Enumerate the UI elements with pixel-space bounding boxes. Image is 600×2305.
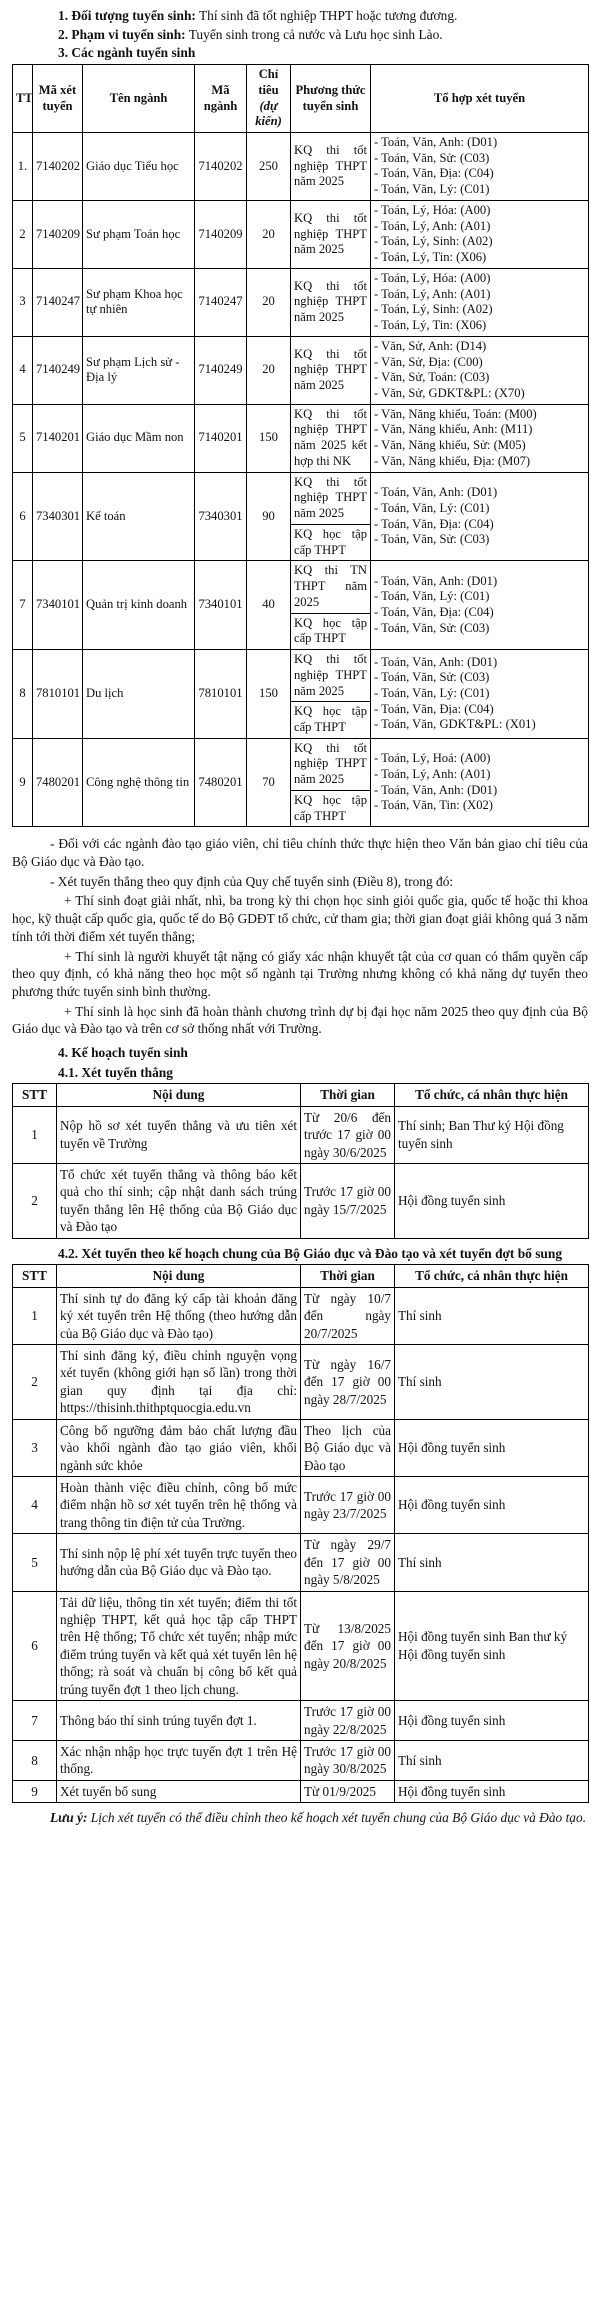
- general-time: Từ ngày 29/7 đến 17 giờ 00 ngày 5/8/2025: [301, 1534, 395, 1591]
- major-quota: 20: [247, 268, 291, 336]
- major-admission-code: 7340301: [33, 472, 83, 561]
- major-quota: 40: [247, 561, 291, 650]
- major-combo: - Toán, Văn, Anh: (D01): [374, 654, 498, 669]
- major-quota: 150: [247, 404, 291, 472]
- major-combo: - Toán, Văn, Địa: (C04): [374, 516, 494, 531]
- major-row: [13, 472, 589, 561]
- major-admission-code: 7140202: [33, 133, 83, 201]
- general-content: Thí sinh tự do đăng ký cấp tài khoản đăng ký xét tuyển trên Hệ thống (theo hướng dẫn của Bộ Giáo dục và Đào tạo): [57, 1287, 301, 1344]
- major-combo: - Toán, Lý, Anh: (A01): [374, 766, 491, 781]
- major-combo: - Toán, Lý, Anh: (A01): [374, 218, 491, 233]
- notes-block: [12, 835, 588, 1038]
- general-time: Trước 17 giờ 00 ngày 23/7/2025: [301, 1477, 395, 1534]
- general-content: Thí sinh nộp lệ phí xét tuyển trực tuyến theo hướng dẫn của Bộ Giáo dục và Đào tạo.: [57, 1534, 301, 1591]
- note-direct-case-2: + Thí sinh là người khuyết tật nặng có giấy xác nhận khuyết tật của cơ quan có thẩm quyền cấp theo quy định, có khả năng theo học một số ngành tại Trường nhưng không có khả năng dự tuyển theo phương thức tuyển sinh bình thường.: [12, 948, 588, 999]
- note-direct-case-1: + Thí sinh đoạt giải nhất, nhì, ba trong kỳ thi chọn học sinh giỏi quốc gia, quốc tế hoặc thi khoa học, kỹ thuật cấp quốc gia, quốc tế do Bộ GDĐT tổ chức, cử tham gia; thời gian đoạt giải không quá 3 năm tính tới thời điểm xét tuyển thẳng;: [12, 893, 588, 944]
- general-content: Công bố ngưỡng đảm bảo chất lượng đầu vào khối ngành đào tạo giáo viên, khối ngành sức khỏe: [57, 1419, 301, 1476]
- note-teacher-quota: - Đối với các ngành đào tạo giáo viên, chỉ tiêu chính thức thực hiện theo Văn bản giao chỉ tiêu của Bộ Giáo dục và Đào tạo.: [12, 836, 588, 870]
- major-tt: 2: [13, 200, 33, 268]
- major-method: KQ thi TN THPT năm 2025: [294, 563, 367, 609]
- major-admission-code: 7340101: [33, 561, 83, 650]
- general-row: [13, 1591, 589, 1701]
- general-content: Xác nhận nhập học trực tuyến đợt 1 trên Hệ thống.: [57, 1740, 301, 1780]
- major-row: [13, 650, 589, 739]
- major-tt: 6: [13, 472, 33, 561]
- direct-content: Nộp hồ sơ xét tuyển thẳng và ưu tiên xét tuyển về Trường: [57, 1106, 301, 1163]
- general-content: Thông báo thí sinh trúng tuyển đợt 1.: [57, 1701, 301, 1741]
- major-combo: - Toán, Văn, Tin: (X02): [374, 798, 494, 813]
- major-combo: - Toán, Lý, Tin: (X06): [374, 318, 487, 333]
- footnote-text: Lịch xét tuyển có thể điều chỉnh theo kế hoạch xét tuyển chung của Bộ Giáo dục và Đào tạo.: [87, 1810, 587, 1826]
- major-name: Kế toán: [83, 472, 195, 561]
- major-combos-cell: [371, 561, 589, 650]
- plan-heading: 4. Kế hoạch tuyển sinh: [58, 1044, 188, 1060]
- major-combo: - Toán, Lý, Hóa: (A00): [374, 202, 491, 217]
- major-method-cell: [291, 561, 371, 650]
- major-combo: - Toán, Văn, Anh: (D01): [374, 573, 498, 588]
- major-combo: - Văn, Năng khiếu, Anh: (M11): [374, 422, 533, 437]
- major-method: KQ học tập cấp THPT: [291, 701, 370, 737]
- major-name: Sư phạm Toán học: [83, 200, 195, 268]
- major-combos-cell: [371, 738, 589, 827]
- general-col-org: Tổ chức, cá nhân thực hiện: [395, 1265, 589, 1287]
- major-quota: 20: [247, 336, 291, 404]
- major-method-cell: [291, 404, 371, 472]
- general-row: [13, 1740, 589, 1780]
- general-time: Từ ngày 10/7 đến ngày 20/7/2025: [301, 1287, 395, 1344]
- note-direct-admission: - Xét tuyển thẳng theo quy định của Quy chế tuyển sinh (Điều 8), trong đó:: [50, 873, 454, 889]
- direct-org: Thí sinh; Ban Thư ký Hội đồng tuyển sinh: [395, 1106, 589, 1163]
- major-method: KQ thi tốt nghiệp THPT năm 2025: [294, 652, 367, 698]
- general-org: Hội đồng tuyển sinh Ban thư ký Hội đồng tuyển sinh: [395, 1591, 589, 1701]
- major-combos-cell: [371, 133, 589, 201]
- general-body: [13, 1287, 589, 1802]
- major-combo: - Văn, Sử, Địa: (C00): [374, 354, 483, 369]
- general-stt: 2: [13, 1345, 57, 1420]
- general-org: Thí sinh: [395, 1345, 589, 1420]
- general-org: Hội đồng tuyển sinh: [395, 1780, 589, 1802]
- direct-stt: 1: [13, 1106, 57, 1163]
- general-time: Từ 01/9/2025: [301, 1780, 395, 1802]
- general-row: [13, 1701, 589, 1741]
- general-time: Từ ngày 16/7 đến 17 giờ 00 ngày 28/7/2025: [301, 1345, 395, 1420]
- major-combo: - Toán, Văn, Sử: (C03): [374, 532, 490, 547]
- major-tt: 4: [13, 336, 33, 404]
- general-stt: 9: [13, 1780, 57, 1802]
- major-combo: - Văn, Năng khiếu, Toán: (M00): [374, 406, 537, 421]
- major-method-cell: [291, 650, 371, 739]
- major-combo: - Văn, Sử, Anh: (D14): [374, 338, 487, 353]
- col-method: Phương thức tuyển sinh: [291, 65, 371, 133]
- major-combo: - Toán, Văn, Địa: (C04): [374, 166, 494, 181]
- major-name: Sư phạm Khoa học tự nhiên: [83, 268, 195, 336]
- direct-col-content: Nội dung: [57, 1084, 301, 1106]
- note-direct-case-3: + Thí sinh là học sinh đã hoàn thành chương trình dự bị đại học năm 2025 theo quy định của Bộ Giáo dục và Đào tạo và trên cơ sở thống nhất với Trường.: [12, 1003, 588, 1037]
- col-tt: TT: [13, 65, 33, 133]
- general-stt: 4: [13, 1477, 57, 1534]
- direct-row: [13, 1106, 589, 1163]
- major-name: Giáo dục Tiểu học: [83, 133, 195, 201]
- major-name: Du lịch: [83, 650, 195, 739]
- major-quota: 150: [247, 650, 291, 739]
- direct-col-time: Thời gian: [301, 1084, 395, 1106]
- majors-header-row: [13, 65, 589, 133]
- major-combo: - Toán, Lý, Hoá: (A00): [374, 751, 491, 766]
- major-combo: - Văn, Sử, GDKT&PL: (X70): [374, 386, 525, 401]
- major-combo: - Toán, Văn, Lý: (C01): [374, 500, 490, 515]
- general-time: Theo lịch của Bộ Giáo dục và Đào tạo: [301, 1419, 395, 1476]
- general-org: Hội đồng tuyển sinh: [395, 1701, 589, 1741]
- major-combo: - Toán, Văn, Anh: (D01): [374, 135, 498, 149]
- general-stt: 7: [13, 1701, 57, 1741]
- major-quota: 20: [247, 200, 291, 268]
- major-combos-cell: [371, 268, 589, 336]
- footnote-label: Lưu ý:: [50, 1810, 88, 1826]
- major-tt: 9: [13, 738, 33, 827]
- major-method: KQ học tập cấp THPT: [291, 790, 370, 826]
- general-org: Hội đồng tuyển sinh: [395, 1419, 589, 1476]
- major-method-cell: [291, 200, 371, 268]
- general-org: Thí sinh: [395, 1740, 589, 1780]
- direct-row: [13, 1164, 589, 1239]
- general-col-time: Thời gian: [301, 1265, 395, 1287]
- major-method: KQ thi tốt nghiệp THPT năm 2025: [294, 210, 367, 257]
- direct-admission-table: [12, 1083, 589, 1238]
- major-admission-code: 7140249: [33, 336, 83, 404]
- scope-line: [12, 26, 588, 44]
- major-tt: 5: [13, 404, 33, 472]
- plan-sub1-heading: 4.1. Xét tuyển thẳng: [58, 1064, 173, 1080]
- general-stt: 8: [13, 1740, 57, 1780]
- major-combo: - Toán, Lý, Anh: (A01): [374, 286, 491, 301]
- major-combos-cell: [371, 650, 589, 739]
- major-combo: - Toán, Văn, Lý: (C01): [374, 182, 490, 197]
- major-row: [13, 200, 589, 268]
- general-row: [13, 1287, 589, 1344]
- major-method: KQ thi tốt nghiệp THPT năm 2025 kết hợp thi NK: [294, 406, 367, 468]
- general-stt: 6: [13, 1591, 57, 1701]
- major-method-cell: [291, 472, 371, 561]
- general-org: Thí sinh: [395, 1287, 589, 1344]
- major-row: [13, 336, 589, 404]
- general-content: Thí sinh đăng ký, điều chỉnh nguyện vọng xét tuyển (không giới hạn số lần) trong thời gian quy định tại địa chỉ: https://thisinh.thithptquocgia.edu.vn: [57, 1345, 301, 1420]
- col-major-code: Mã ngành: [195, 65, 247, 133]
- major-combo: - Toán, Văn, Anh: (D01): [374, 782, 498, 797]
- major-admission-code: 7810101: [33, 650, 83, 739]
- direct-time: Từ 20/6 đến trước 17 giờ 00 ngày 30/6/2025: [301, 1106, 395, 1163]
- major-code: 7340101: [195, 561, 247, 650]
- general-row: [13, 1477, 589, 1534]
- major-code: 7340301: [195, 472, 247, 561]
- major-admission-code: 7140209: [33, 200, 83, 268]
- major-name: Sư phạm Lịch sử - Địa lý: [83, 336, 195, 404]
- general-row: [13, 1345, 589, 1420]
- general-header-row: [13, 1265, 589, 1287]
- col-major-name: Tên ngành: [83, 65, 195, 133]
- major-combo: - Toán, Lý, Tin: (X06): [374, 250, 487, 265]
- major-method: KQ thi tốt nghiệp THPT năm 2025: [294, 278, 367, 325]
- major-quota: 90: [247, 472, 291, 561]
- scope-text: Tuyển sinh trong cả nước và Lưu học sinh Lào.: [185, 26, 443, 42]
- major-code: 7140209: [195, 200, 247, 268]
- major-row: [13, 268, 589, 336]
- general-content: Xét tuyển bổ sung: [57, 1780, 301, 1802]
- major-name: Quản trị kinh doanh: [83, 561, 195, 650]
- target-label: 1. Đối tượng tuyển sinh:: [58, 8, 196, 23]
- direct-time: Trước 17 giờ 00 ngày 15/7/2025: [301, 1164, 395, 1239]
- major-combo: - Văn, Năng khiếu, Sử: (M05): [374, 438, 526, 453]
- major-code: 7140201: [195, 404, 247, 472]
- direct-content: Tổ chức xét tuyển thẳng và thông báo kết quả cho thí sinh; cập nhật danh sách trúng tuyển thẳng lên Hệ thống của Bộ Giáo dục và Đào tạo: [57, 1164, 301, 1239]
- general-col-stt: STT: [13, 1265, 57, 1287]
- major-combo: - Toán, Văn, Lý: (C01): [374, 686, 490, 700]
- direct-body: [13, 1106, 589, 1238]
- majors-heading: 3. Các ngành tuyển sinh: [58, 45, 196, 61]
- major-code: 7810101: [195, 650, 247, 739]
- major-tt: 1.: [13, 133, 33, 201]
- major-admission-code: 7140201: [33, 404, 83, 472]
- major-method-cell: [291, 336, 371, 404]
- scope-label: 2. Phạm vi tuyển sinh:: [58, 26, 186, 42]
- major-code: 7140202: [195, 133, 247, 201]
- general-org: Hội đồng tuyển sinh: [395, 1477, 589, 1534]
- col-quota-label: Chỉ tiêu: [258, 67, 279, 97]
- target-text: Thí sinh đã tốt nghiệp THPT hoặc tương đương.: [195, 8, 458, 23]
- col-admission-code: Mã xét tuyển: [33, 65, 83, 133]
- major-admission-code: 7140247: [33, 268, 83, 336]
- major-combo: - Toán, Văn, Địa: (C04): [374, 701, 494, 716]
- major-method-cell: [291, 133, 371, 201]
- major-row: [13, 404, 589, 472]
- major-row: [13, 133, 589, 201]
- major-combo: - Toán, Văn, Sử: (C03): [374, 150, 490, 165]
- general-col-content: Nội dung: [57, 1265, 301, 1287]
- general-stt: 5: [13, 1534, 57, 1591]
- major-method: KQ thi tốt nghiệp THPT năm 2025: [294, 346, 367, 393]
- general-stt: 1: [13, 1287, 57, 1344]
- major-combo: - Toán, Lý, Sinh: (A02): [374, 302, 493, 317]
- major-combo: - Toán, Văn, Lý: (C01): [374, 589, 490, 604]
- major-method: KQ thi tốt nghiệp THPT năm 2025: [294, 142, 367, 189]
- major-combo: - Văn, Sử, Toán: (C03): [374, 370, 490, 385]
- major-code: 7480201: [195, 738, 247, 827]
- major-combo: - Toán, Văn, Sử: (C03): [374, 620, 490, 635]
- general-time: Trước 17 giờ 00 ngày 22/8/2025: [301, 1701, 395, 1741]
- major-combos-cell: [371, 200, 589, 268]
- direct-col-stt: STT: [13, 1084, 57, 1106]
- major-tt: 7: [13, 561, 33, 650]
- major-combo: - Toán, Văn, Anh: (D01): [374, 485, 498, 500]
- major-combo: - Toán, Lý, Sinh: (A02): [374, 234, 493, 249]
- direct-org: Hội đồng tuyển sinh: [395, 1164, 589, 1239]
- general-time: Từ 13/8/2025 đến 17 giờ 00 ngày 20/8/2025: [301, 1591, 395, 1701]
- major-method: KQ thi tốt nghiệp THPT năm 2025: [294, 740, 367, 787]
- major-row: [13, 561, 589, 650]
- general-org: Thí sinh: [395, 1534, 589, 1591]
- footnote: [12, 1809, 588, 1827]
- major-method: KQ thi tốt nghiệp THPT năm 2025: [294, 474, 367, 521]
- major-code: 7140249: [195, 336, 247, 404]
- major-name: Giáo dục Mầm non: [83, 404, 195, 472]
- major-tt: 3: [13, 268, 33, 336]
- general-stt: 3: [13, 1419, 57, 1476]
- major-combo: - Văn, Năng khiếu, Địa: (M07): [374, 453, 531, 468]
- general-content: Tải dữ liệu, thông tin xét tuyển; điểm thi tốt nghiệp THPT, kết quả học tập cấp THPT trên Hệ thống; Tổ chức xét tuyển; nhập mức điểm trúng tuyển và kết quả xét tuyển lên hệ thống; rà soát và chuẩn bị công bố kết quả trúng tuyển đợt 1 theo lịch chung.: [57, 1591, 301, 1701]
- general-row: [13, 1534, 589, 1591]
- major-combo: - Toán, Lý, Hóa: (A00): [374, 270, 491, 285]
- majors-table: [12, 64, 589, 827]
- major-combos-cell: [371, 404, 589, 472]
- major-combo: - Toán, Văn, Địa: (C04): [374, 605, 494, 620]
- major-row: [13, 738, 589, 827]
- major-name: Công nghệ thông tin: [83, 738, 195, 827]
- major-method: KQ học tập cấp THPT: [291, 613, 370, 649]
- major-method-cell: [291, 268, 371, 336]
- major-combos-cell: [371, 336, 589, 404]
- major-code: 7140247: [195, 268, 247, 336]
- major-quota: 250: [247, 133, 291, 201]
- major-tt: 8: [13, 650, 33, 739]
- major-quota: 70: [247, 738, 291, 827]
- general-time: Trước 17 giờ 00 ngày 30/8/2025: [301, 1740, 395, 1780]
- general-row: [13, 1780, 589, 1802]
- col-quota: [247, 65, 291, 133]
- majors-body: [13, 133, 589, 827]
- general-row: [13, 1419, 589, 1476]
- col-combos: Tổ hợp xét tuyển: [371, 65, 589, 133]
- plan-sub2-heading: 4.2. Xét tuyển theo kế hoạch chung của Bộ Giáo dục và Đào tạo và xét tuyển đợt bổ sung: [58, 1245, 563, 1261]
- major-admission-code: 7480201: [33, 738, 83, 827]
- direct-header-row: [13, 1084, 589, 1106]
- major-method: KQ học tập cấp THPT: [291, 524, 370, 560]
- major-combos-cell: [371, 472, 589, 561]
- general-admission-table: [12, 1264, 589, 1803]
- major-combo: - Toán, Văn, Sử: (C03): [374, 670, 490, 685]
- direct-stt: 2: [13, 1164, 57, 1239]
- col-quota-note: (dự kiến): [255, 98, 282, 129]
- major-combo: - Toán, Văn, GDKT&PL: (X01): [374, 717, 536, 732]
- major-method-cell: [291, 738, 371, 827]
- direct-col-org: Tổ chức, cá nhân thực hiện: [395, 1084, 589, 1106]
- target-line: [12, 7, 588, 25]
- general-content: Hoàn thành việc điều chỉnh, công bố mức điểm nhận hồ sơ xét tuyển trên hệ thống và trang thông tin điện tử của Trường.: [57, 1477, 301, 1534]
